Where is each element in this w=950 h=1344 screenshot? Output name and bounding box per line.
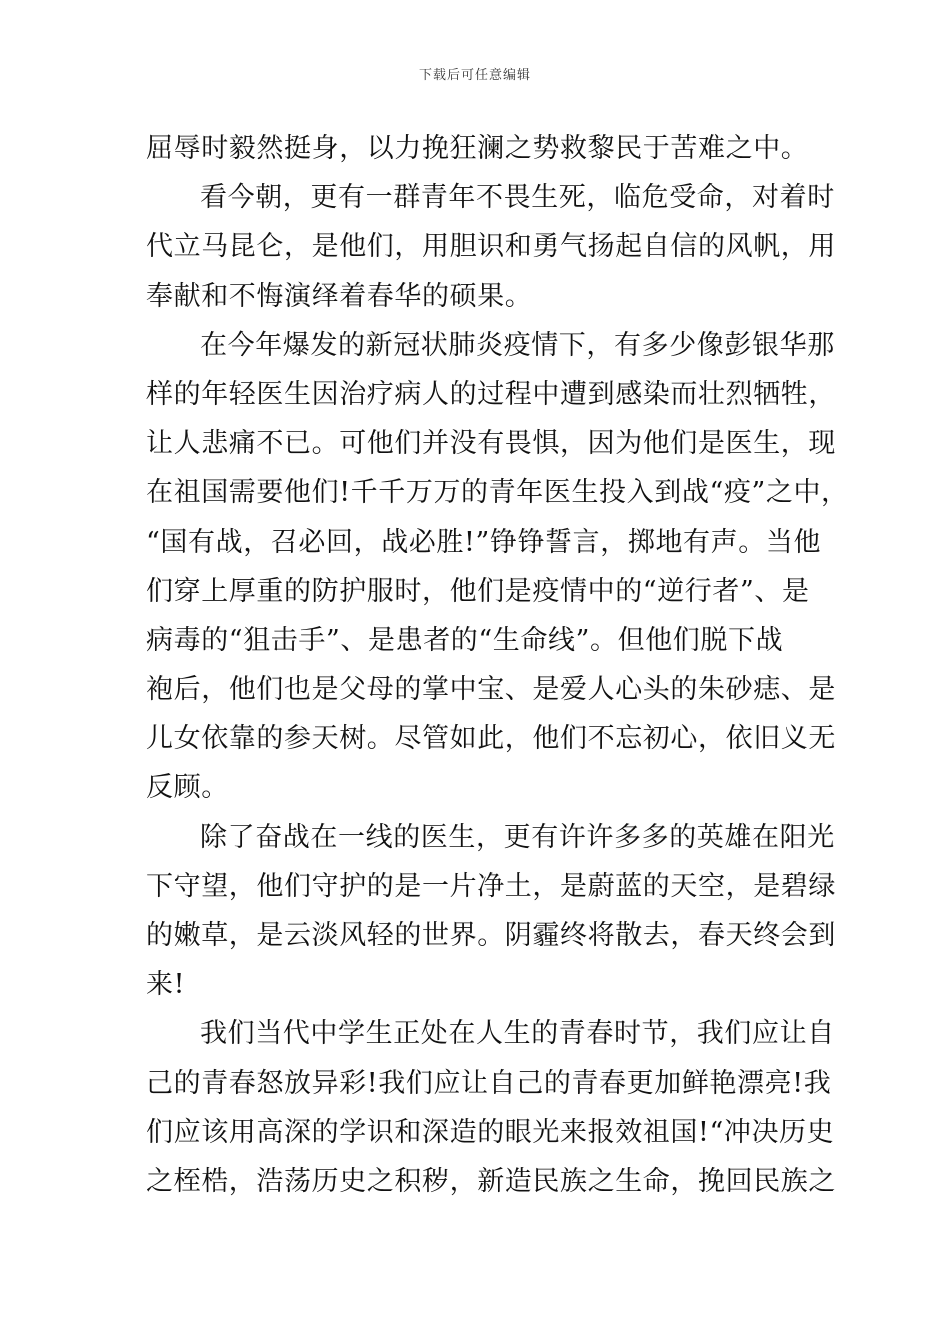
text-line: 代立马昆仑，是他们，用胆识和勇气扬起自信的风帆，用 xyxy=(146,231,836,263)
text-line: 让人悲痛不已。可他们并没有畏惧，因为他们是医生，现 xyxy=(146,428,836,460)
text-line: 的嫩草，是云淡风轻的世界。阴霾终将散去，春天终会到 xyxy=(146,920,836,951)
text-line: 屈辱时毅然挺身，以力挽狂澜之势救黎民于苦难之中。 xyxy=(146,133,809,164)
body-text xyxy=(146,124,849,1206)
text-line: 袍后，他们也是父母的掌中宝、是爱人心头的朱砂痣、是 xyxy=(146,674,836,706)
text-line: “国有战，召必回，战必胜!”铮铮誓言，掷地有声。当他 xyxy=(146,526,822,558)
text-line: 之桎梏，浩荡历史之积秽，新造民族之生命，挽回民族之 xyxy=(146,1165,836,1197)
paragraph-start-line: 在今年爆发的新冠状肺炎疫情下，有多少像彭银华那 xyxy=(200,329,835,361)
paragraph-start-line: 除了奋战在一线的医生，更有许许多多的英雄在阳光 xyxy=(200,821,835,853)
text-line: 己的青春怒放异彩!我们应让自己的青春更加鲜艳漂亮!我 xyxy=(146,1067,832,1099)
text-line: 下守望，他们守护的是一片净土，是蔚蓝的天空，是碧绿 xyxy=(146,870,836,902)
text-line: 来! xyxy=(146,969,186,1001)
text-line: 们应该用高深的学识和深造的眼光来报效祖国!“冲决历史 xyxy=(146,1116,835,1148)
paragraph-start-line: 我们当代中学生正处在人生的青春时节，我们应让自 xyxy=(200,1018,835,1050)
text-line: 在祖国需要他们!千千万万的青年医生投入到战“疫”之中， xyxy=(146,477,849,509)
text-line: 样的年轻医生因治疗病人的过程中遭到感染而壮烈牺牲， xyxy=(146,378,836,410)
text-line: 儿女依靠的参天树。尽管如此，他们不忘初心，依旧义无 xyxy=(146,723,836,755)
text-line: 们穿上厚重的防护服时，他们是疫情中的“逆行者”、是 xyxy=(146,575,810,607)
text-line: 奉献和不悔演绎着春华的硕果。 xyxy=(146,280,533,312)
text-line: 反顾。 xyxy=(146,772,229,804)
text-line: 病毒的“狙击手”、是患者的“生命线”。但他们脱下战 xyxy=(146,624,784,656)
page-header: 下载后可任意编辑 xyxy=(418,68,531,83)
paragraph-start-line: 看今朝，更有一群青年不畏生死，临危受命，对着时 xyxy=(200,182,835,214)
